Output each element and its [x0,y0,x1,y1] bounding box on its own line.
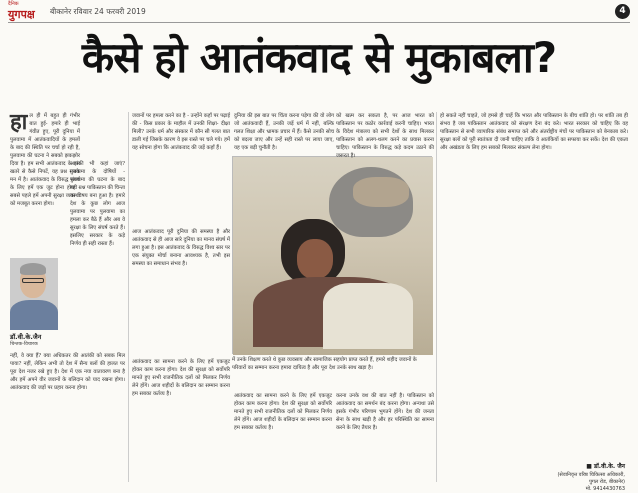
dateline: बीकानेर रविवार 24 फरवरी 2019 [50,7,146,16]
article-col2-mid-text: आज आतंकवाद पूरी दुनिया की समस्या है और आतंकवाद से ही आज सारे दुनिया का मानव संघर्ष में लगा हुआ है। इस आतंकवाद के विरुद्ध विश्व स्तर पर एक संयुक्त मोर्चा बनाना आवश्यक है, तभी इस समस्या का समाधान संभव है। [132,229,230,267]
dropcap: हा [10,109,28,135]
article-col5 [440,112,628,458]
article-col3-bottom [234,392,332,482]
article-col3-top [234,112,334,154]
author-name: डॉ.वी.के.जैन [10,333,42,341]
newspaper-logo [8,3,42,21]
column-divider [128,112,129,482]
signoff-name: ■ डॉ.वी.के. जैन [586,463,625,470]
author-photo [10,258,58,330]
main-photo [232,156,432,354]
signoff-line1: (सेवानिवृत्त वरिष्ठ चिकित्सा अधिकारी, [557,472,625,478]
article-col1-top-text: ल ही में बहुत ही गंभीर बात हुई- हमारे ही भाई गंवीत हुए, पूरी दुनिया में पुलवामा में आतंकवादियों के हमलों के बाद की स्थिति पर चर्चा हो रही है, पुलवामा की घटना ने सबको झकझोर दिया है। हम सभी आतंकवाद के इस खतरे से कैसे निपटें, यह प्रश्न सबके मन में है। आतंकवाद के विरुद्ध संघर्ष के लिए हमें एक जुट होना होगा - सबसे पहले हमें अपनी सुरक्षा व्यवस्था को मजबूत करना होगा। [10,113,80,207]
logo-name: युगपक्ष [8,8,35,21]
article-col2-bottom-text: आतंकवाद का सामना करने के लिए हमें एकजुट होकर काम करना होगा। देश की सुरक्षा को सर्वोपरि मानते हुए सभी राजनीतिक दलों को मिलकर निर्णय लेने होंगे। आज शहीदों के बलिदान का सम्मान करना हम सबका कर्तव्य है। [132,359,230,397]
article-col1-side [70,160,125,340]
article-col4-bottom-text: करना उनके वश की बात नहीं है। पाकिस्तान को आतंकवाद का समर्थन बंद करना होगा। अन्यथा उसे इसके गंभीर परिणाम भुगतने होंगे। देश की जनता सेना के साथ खड़ी है और हर परिस्थिति का सामना करने के लिए तैयार है। [336,393,434,431]
article-col4-top-text: को खत्म कर सकता है, पर आज भारत को पाकिस्तान पर कठोर कार्रवाई करनी चाहिए। भारत के विदेश मंत्रालय को सभी देशों के साथ मिलकर पाकिस्तान को अलग-थलग करने का प्रयास करना चाहिए। पाकिस्तान के विरुद्ध कड़े कदम उठाने की जरूरत है। [336,113,434,159]
page-number: 4 [615,4,630,19]
article-col1-lower [10,352,125,480]
photo-caption [232,356,432,388]
article-col2-mid [132,228,230,353]
article-col4-bottom [336,392,434,482]
masthead-rule [8,22,630,23]
signoff-details [480,472,625,493]
headline: कैसे हो आतंकवाद से मुकाबला? [81,33,557,82]
article-col3-bottom-text: आतंकवाद का सामना करने के लिए हमें एकजुट होकर काम करना होगा। देश की सुरक्षा को सर्वोपरि मानते हुए सभी राजनीतिक दलों को मिलकर निर्णय लेने होंगे। आज शहीदों के बलिदान का सम्मान करना हम सबका कर्तव्य है। [234,393,332,431]
article-col1-side-text: आतंकी भी कहां जाएं? पुलवामा के दोषियों - पुलवामा की घटना के बाद यही प्रश्न पाकिस्तान की चिन्ता का विषय बना हुआ है। हमारे देश के कुछ लोग आज पुलवामा पर पुलवामा का हमला कर बैठे हैं और अब वे सुरक्षा के लिए संघर्ष करते हैं। इसलिए सरकार के कड़े निर्णय ही सही रास्ता हैं। [70,161,125,247]
article-col2-top-text: जवानों पर हमला करने का है - उन्होंने कहाँ पर पढ़ाई की - किस प्रकार के माहौल में उनकी शिक्षा- दीक्षा मिली? उनके धर्म और संस्कार में कौन सी गलत बात डाली गई जिसके कारण वे इस रास्ते पर चले गये। हमें यह सोचना होगा कि आतंकवाद की जड़ें कहाँ हैं। [132,113,230,151]
signoff-line2: पुगल रोड, बीकानेर) [589,479,625,485]
masthead [0,0,638,24]
article-col5-text: हो सकते नहीं चाहते, जो हमसे ही चाहें कि भारत और पाकिस्तान के बीच शांति हो। पर शांति तब ही संभव है जब पाकिस्तान आतंकवाद को संरक्षण देना बंद करे। भारत सरकार को चाहिए कि वह पाकिस्तान से सभी व्यापारिक संबंध समाप्त करे और अंतर्राष्ट्रीय मंचों पर पाकिस्तान को बेनकाब करे। सुरक्षा बलों को पूरी स्वतंत्रता दी जानी चाहिए ताकि वे आतंकियों का सफाया कर सकें। देश की एकता और अखंडता के लिए हम सबको मिलकर संकल्प लेना होगा। [440,113,628,151]
signoff-line3: मो. 9414430763 [585,486,625,492]
author-role: चिन्तक-विचारक [10,342,38,347]
article-col2-top [132,112,230,224]
logo-tagline: दैनिक [8,1,19,7]
article-col3-top-text: दुनिया की इस बात पर चिंता करना पड़ेगा की वो लोग जो आतंकवादी हैं, उनकी जड़ें धर्म में नहीं, बल्कि गलत शिक्षा और भ्रामक प्रचार में हैं। कैसे उनकी सोच को बदला जाए और उन्हें सही रास्ते पर लाया जाए, यह एक बड़ी चुनौती है। [234,113,334,151]
photo-caption-text: में उनके शिक्षण करते थे कुछ व्यवसाय और सामाजिक सहयोग प्राप्त करते हैं, हमारे शहीद जवानों के परिवारों का सम्मान करना हमारा दायित्व है और पूरा देश उनके साथ खड़ा है। [232,357,417,371]
article-col2-bottom [132,358,230,482]
column-divider [436,112,437,482]
article-col1-lower-text: नहीं, वे क्या हैं? क्या अधिकतर की आतंकी को सबक मिल पाया? नहीं, लेकिन अभी तो देश में सैन्य बलों की हालत पर पूरा देश नजर रखे हुए है। देश में एक नया वातावरण बना है और हमें अपने वीर जवानों के बलिदान को याद रखना होगा। आतंकवाद की जड़ों पर प्रहार करना होगा। [10,353,125,391]
article-col4-top [336,112,434,159]
